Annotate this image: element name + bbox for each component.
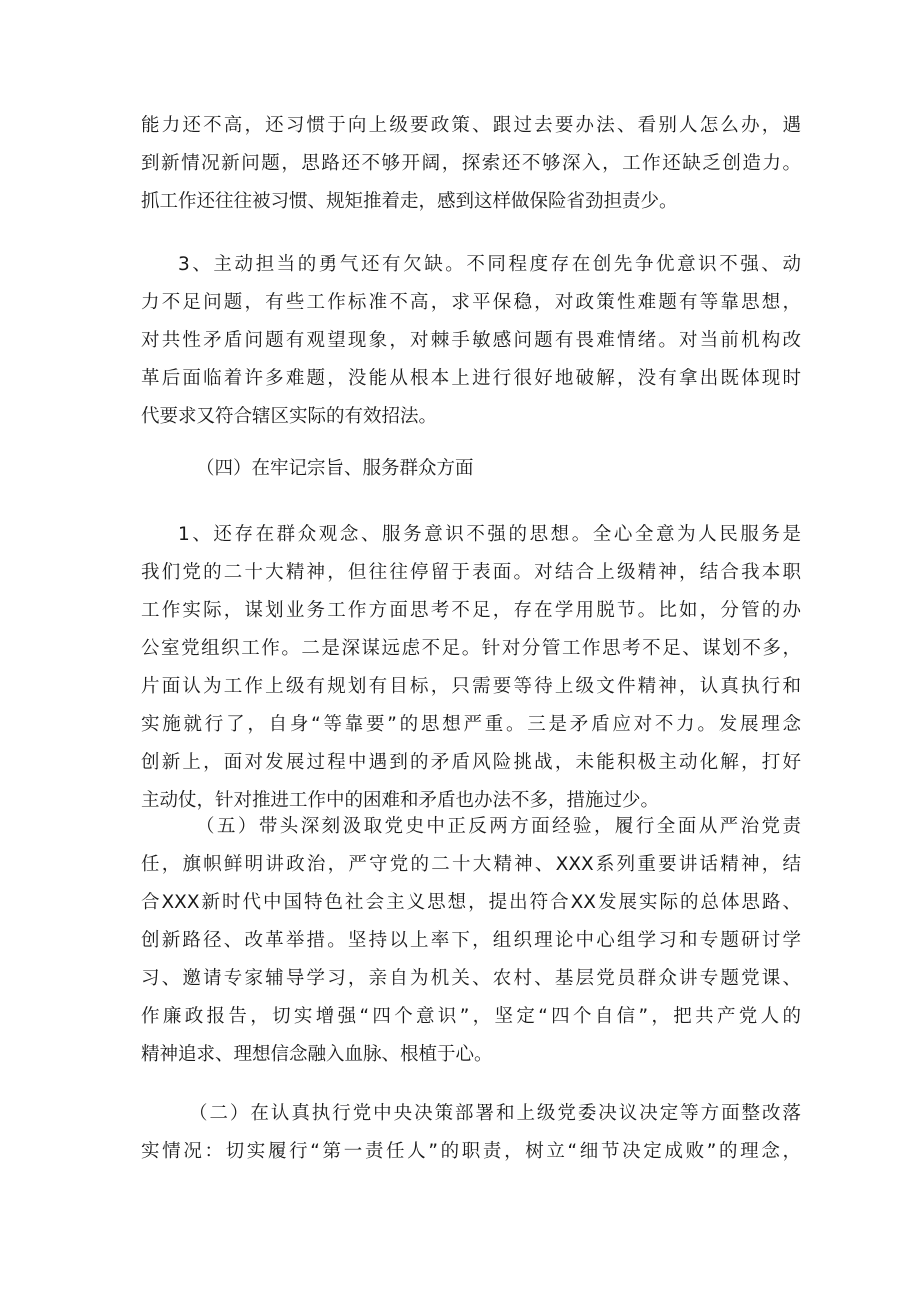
text-line: 工作实际，谋划业务工作方面思考不足，存在学用脱节。比如，分管的办 bbox=[141, 600, 801, 621]
text-line: 抓工作还往往被习惯、规矩推着走，感到这样做保险省劲担责少。 bbox=[141, 191, 678, 212]
text-line: 习、邀请专家辅导学习，亲自为机关、农村、基层党员群众讲专题党课、 bbox=[141, 968, 801, 989]
text-line: 1、还存在群众观念、服务意识不强的思想。全心全意为人民服务是 bbox=[178, 524, 801, 545]
text-line: 3、主动担当的勇气还有欠缺。不同程度存在创先争优意识不强、动 bbox=[178, 254, 801, 275]
text-line: 能力还不高，还习惯于向上级要政策、跟过去要办法、看别人怎么办，遇 bbox=[141, 115, 801, 136]
text-line: 力不足问题，有些工作标准不高，求平保稳，对政策性难题有等靠思想， bbox=[141, 292, 801, 313]
text-line: （二）在认真执行党中央决策部署和上级党委决议决定等方面整改落 bbox=[189, 1103, 801, 1124]
text-line: 实施就行了，自身“等靠要”的思想严重。三是矛盾应对不力。发展理念 bbox=[141, 714, 801, 735]
heading-text: （四）在牢记宗旨、服务群众方面 bbox=[196, 458, 474, 479]
text-line: 片面认为工作上级有规划有目标，只需要等待上级文件精神，认真执行和 bbox=[141, 676, 801, 697]
text-line: 主动仗，针对推进工作中的困难和矛盾也办法不多，措施过少。 bbox=[141, 790, 660, 811]
text-line: 代要求又符合辖区实际的有效招法。 bbox=[141, 406, 438, 427]
text-line: 对共性矛盾问题有观望现象，对棘手敏感问题有畏难情绪。对当前机构改 bbox=[141, 330, 801, 351]
paragraph-five bbox=[141, 808, 801, 1074]
text-line: 创新路径、改革举措。坚持以上率下，组织理论中心组学习和专题研讨学 bbox=[141, 930, 801, 951]
text-line: 作廉政报告，切实增强“四个意识”，坚定“四个自信”，把共产党人的 bbox=[141, 1006, 801, 1027]
text-line: 合XXX新时代中国特色社会主义思想，提出符合XX发展实际的总体思路、 bbox=[141, 892, 801, 913]
text-line: 精神追求、理想信念融入血脉、根植于心。 bbox=[141, 1044, 493, 1065]
paragraph-ability bbox=[141, 107, 801, 221]
text-line: （五）带头深刻汲取党史中正反两方面经验，履行全面从严治党责 bbox=[196, 816, 801, 837]
text-line: 到新情况新问题，思路还不够开阔，探索还不够深入，工作还缺乏创造力。 bbox=[141, 153, 801, 174]
text-line: 革后面临着许多难题，没能从根本上进行很好地破解，没有拿出既体现时 bbox=[141, 368, 801, 389]
text-line: 我们党的二十大精神，但往往停留于表面。对结合上级精神，结合我本职 bbox=[141, 562, 801, 583]
paragraph-courage bbox=[141, 246, 801, 436]
text-line: 创新上，面对发展过程中遇到的矛盾风险挑战，未能积极主动化解，打好 bbox=[141, 752, 801, 773]
section-heading-four bbox=[141, 450, 801, 488]
paragraph-mass-service bbox=[141, 516, 801, 820]
text-line: 公室党组织工作。二是深谋远虑不足。针对分管工作思考不足、谋划不多， bbox=[141, 638, 801, 659]
paragraph-two bbox=[141, 1095, 801, 1171]
text-line: 任，旗帜鲜明讲政治，严守党的二十大精神、XXX系列重要讲话精神，结 bbox=[141, 854, 801, 875]
text-line: 实情况：切实履行“第一责任人”的职责，树立“细节决定成败”的理念， bbox=[141, 1141, 801, 1162]
